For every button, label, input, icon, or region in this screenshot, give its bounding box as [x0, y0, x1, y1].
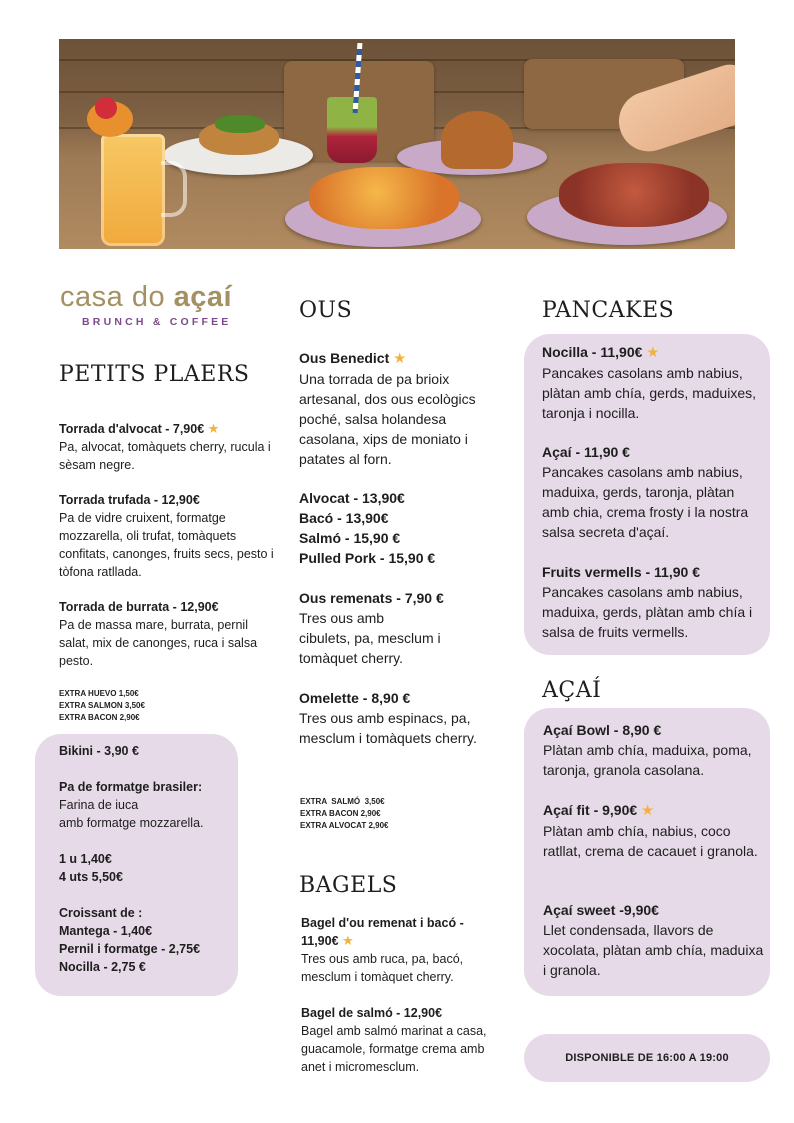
item-title: Fruits vermells - 11,90 € — [542, 564, 700, 580]
availability-badge: DISPONIBLE DE 16:00 A 19:00 — [524, 1034, 770, 1082]
petits-extras — [59, 688, 259, 724]
section-petits-plaers: PETITS PLAERS — [59, 362, 250, 387]
section-bagels: BAGELS — [299, 873, 398, 898]
ous-item-remenats — [299, 588, 499, 668]
snacks-box-content — [59, 742, 234, 976]
brand-logo — [60, 282, 270, 328]
item-desc: Bagel amb salmó marinat a casa, guacamole, formatge crema amb anet i micromesclum. — [301, 1024, 487, 1074]
star-icon: ★ — [342, 933, 354, 948]
section-acai: AÇAÍ — [542, 678, 602, 703]
item-title: Torrada trufada - 12,90€ — [59, 493, 200, 507]
option-line: Bacó - 13,90€ — [299, 510, 389, 526]
croissant-title: Croissant de : — [59, 906, 143, 920]
croissant-option: Mantega - 1,40€ — [59, 924, 153, 938]
item-desc: Pa, alvocat, tomàquets cherry, rucula i sèsam negre. — [59, 440, 271, 472]
extra-line: EXTRA SALMON 3,50€ — [59, 701, 145, 710]
extra-line: EXTRA BACON 2,90€ — [59, 713, 140, 722]
item-desc: Pancakes casolans amb nabius, maduixa, gerds, plàtan amb chía i salsa de fruits vermells. — [542, 584, 753, 640]
pancakes-item-fruits-vermells — [542, 562, 764, 642]
croissant-option: Nocilla - 2,75 € — [59, 960, 146, 974]
item-desc: Tres ous amb ruca, pa, bacó, mesclum i tomàquet cherry. — [301, 952, 464, 984]
petits-item-avocat — [59, 420, 281, 474]
section-ous: OUS — [299, 298, 353, 323]
star-icon: ★ — [393, 351, 407, 367]
ous-item-benedict — [299, 348, 499, 469]
item-title: Omelette - 8,90 € — [299, 690, 411, 706]
item-title: Bagel d'ou remenat i bacó - 11,90€ — [301, 916, 464, 948]
pa-formatge-desc: amb formatge mozzarella. — [59, 816, 204, 830]
pa-formatge-desc: Farina de iuca — [59, 798, 139, 812]
extra-line: EXTRA SALMÓ 3,50€ — [300, 797, 385, 806]
item-title: Nocilla - 11,90€ — [542, 344, 643, 360]
item-title: Torrada de burrata - 12,90€ — [59, 600, 219, 614]
item-desc: Llet condensada, llavors de xocolata, plàtan amb chía, maduixa i granola. — [543, 922, 764, 978]
item-desc: Pancakes casolans amb nabius, maduixa, gerds, taronja, plàtan amb chia, crema frosty i la nostra salsa secreta d'açaí. — [542, 464, 749, 540]
ous-extras — [300, 796, 500, 832]
item-title: Açaí fit - 9,90€ — [543, 802, 638, 818]
section-pancakes: PANCAKES — [542, 298, 675, 323]
extra-line: EXTRA BACON 2,90€ — [300, 809, 381, 818]
bikini-title: Bikini - 3,90 € — [59, 744, 139, 758]
star-icon: ★ — [641, 803, 655, 819]
item-title: Açaí Bowl - 8,90 € — [543, 722, 662, 738]
ous-item-omelette — [299, 688, 499, 748]
item-desc: Una torrada de pa brioix artesanal, dos ous ecològics poché, salsa holandesa casolana, xips de moniato i patates al forn. — [299, 371, 476, 467]
item-desc: Tres ous amb — [299, 610, 385, 626]
pa-formatge-title: Pa de formatge brasiler: — [59, 780, 203, 794]
item-desc: Plàtan amb chía, nabius, coco ratllat, crema de cacauet i granola. — [543, 823, 758, 859]
extra-line: EXTRA HUEVO 1,50€ — [59, 689, 139, 698]
item-title: Ous remenats - 7,90 € — [299, 590, 444, 606]
option-line: Salmó - 15,90 € — [299, 530, 401, 546]
item-desc: Pa de massa mare, burrata, pernil salat, mix de canonges, ruca i salsa pesto. — [59, 618, 258, 668]
petits-item-burrata — [59, 598, 281, 670]
item-desc: Pa de vidre cruixent, formatge mozzarella, oli trufat, tomàquets confitats, canonges, fruits secs, pesto i tòfona ratllada. — [59, 511, 274, 579]
bagel-item-ou-bacó — [301, 914, 501, 986]
bagel-item-salmo — [301, 1004, 501, 1076]
item-desc: Pancakes casolans amb nabius, plàtan amb chía, gerds, maduixes, taronja i nocilla. — [542, 365, 757, 421]
option-line: Pulled Pork - 15,90 € — [299, 550, 436, 566]
price-line: 1 u 1,40€ — [59, 852, 112, 866]
pancakes-item-acai — [542, 442, 764, 542]
acai-item-sweet — [543, 900, 765, 980]
logo-name-bold: açaí — [173, 281, 233, 313]
croissant-option: Pernil i formatge - 2,75€ — [59, 942, 201, 956]
acai-item-fit — [543, 800, 765, 861]
pancakes-item-nocilla — [542, 342, 764, 423]
star-icon: ★ — [646, 345, 660, 361]
item-desc: Plàtan amb chía, maduixa, poma, taronja, granola casolana. — [543, 742, 752, 778]
item-title: Açaí sweet -9,90€ — [543, 902, 659, 918]
item-desc: cibulets, pa, mesclum i tomàquet cherry. — [299, 630, 441, 666]
extra-line: EXTRA ALVOCAT 2,90€ — [300, 821, 389, 830]
ous-benedict-options — [299, 488, 499, 568]
hero-photo — [59, 39, 735, 249]
star-icon: ★ — [207, 421, 220, 436]
option-line: Alvocat - 13,90€ — [299, 490, 405, 506]
logo-name-light: casa do — [60, 281, 174, 313]
petits-item-trufada — [59, 491, 281, 581]
price-line: 4 uts 5,50€ — [59, 870, 123, 884]
item-desc: Tres ous amb espinacs, pa, mesclum i tomàquets cherry. — [299, 710, 477, 746]
item-title: Ous Benedict — [299, 350, 390, 366]
acai-item-bowl — [543, 720, 765, 780]
item-title: Bagel de salmó - 12,90€ — [301, 1006, 443, 1020]
item-title: Açaí - 11,90 € — [542, 444, 630, 460]
logo-tagline: BRUNCH & COFFEE — [82, 316, 232, 328]
item-title: Torrada d'alvocat - 7,90€ — [59, 422, 205, 436]
